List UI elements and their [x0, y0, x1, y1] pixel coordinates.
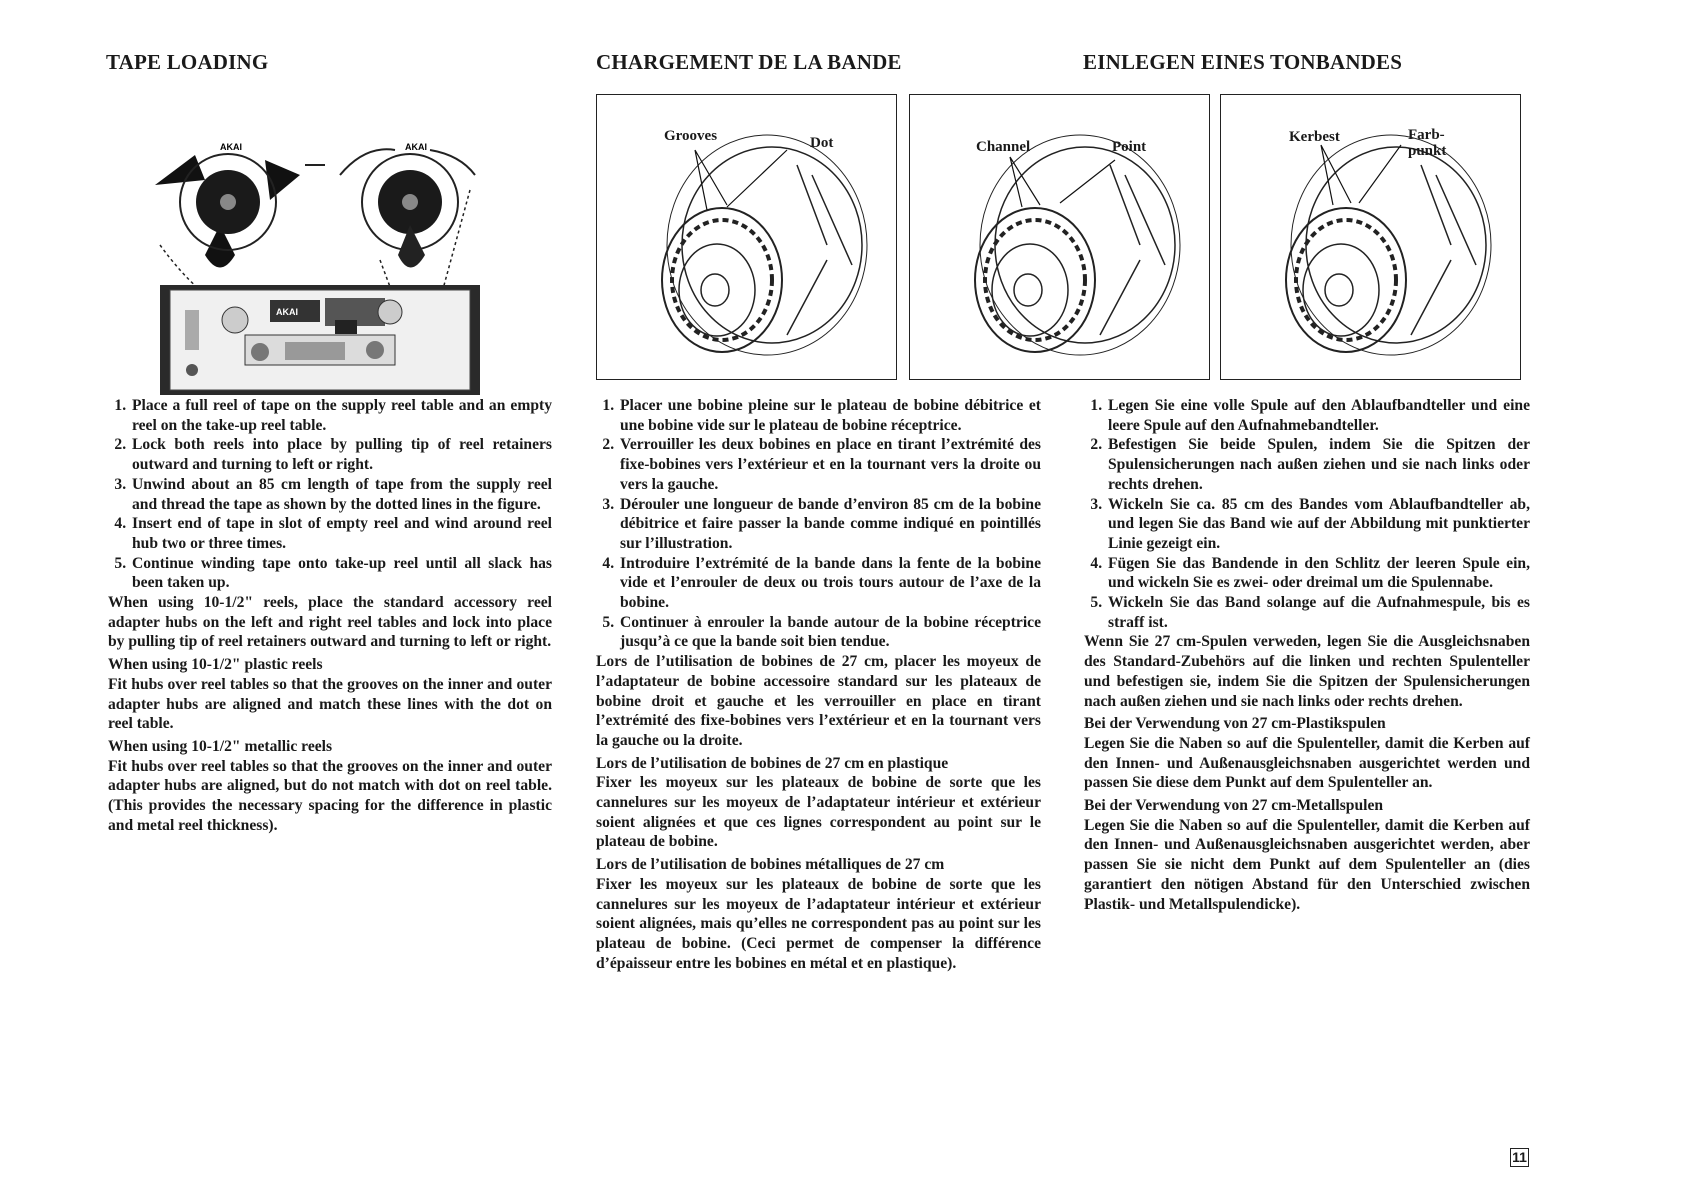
step-item: 1. Placer une bobine pleine sur le plateau de bobine débitrice et une bobine vide sur le plateau de bobine réceptrice.: [618, 396, 1041, 435]
supply-reel: [155, 154, 300, 268]
figure-channel-point: [909, 94, 1210, 380]
subheading-plastic-reels: Lors de l’utilisation de bobines de 27 cm en plastique: [596, 754, 949, 772]
step-item: 1. Place a full reel of tape on the supply reel table and an empty reel on the take-up reel table.: [130, 396, 552, 435]
step-item: 4. Insert end of tape in slot of empty reel and wind around reel hub two or three times.: [130, 514, 552, 553]
step-item: 5. Wickeln Sie das Band solange auf die Aufnahmespule, bis es straff ist.: [1106, 593, 1530, 632]
subheading-plastic-reels: Bei der Verwendung von 27 cm-Plastikspulen: [1084, 715, 1386, 733]
paragraph-metallic-reels: Fixer les moyeux sur les plateaux de bobine de sorte que les cannelures sur les moyeux de l’adaptateur intérieur et extérieur soient alignées, mais qu’elles ne correspondent pas au point sur les plateau de bobine. (Ceci permet de compenser la différence d’épaisseur entre les bobines en métal et en plastique).: [596, 875, 1041, 972]
heading-english: TAPE LOADING: [106, 50, 269, 74]
paragraph-metallic-reels: Fit hubs over reel tables so that the grooves on the inner and outer adapter hubs are aligned, but do not match with dot on reel table. (This provides the necessary spacing for the difference in plastic and metal reel thickness).: [108, 757, 552, 834]
label-channel: Channel: [976, 139, 1031, 155]
german-steps-list: [1084, 396, 1530, 632]
heading-german: EINLEGEN EINES TONBANDES: [1083, 50, 1403, 74]
step-item: 4. Introduire l’extrémité de la bande dans la fente de la bobine vide et l’enrouler de deux ou trois tours autour de l’axe de la bobine.: [618, 554, 1041, 613]
label-kerbest: Kerbest: [1289, 129, 1340, 145]
paragraph-plastic-reels: Fixer les moyeux sur les plateaux de bobine de sorte que les cannelures sur les moyeux de l’adaptateur intérieur et extérieur soient alignées et que ces lignes correspondent au point sur le plateau de bobine.: [596, 774, 1041, 851]
figure-kerbest-farbpunkt: [1220, 94, 1521, 380]
panel-brand-label: AKAI: [276, 307, 298, 317]
step-item: 1. Legen Sie eine volle Spule auf den Ablaufbandteller und eine leere Spule auf den Aufnahmebandteller.: [1106, 396, 1530, 435]
brand-label-right: AKAI: [405, 142, 427, 152]
subheading-plastic-reels: When using 10-1/2" plastic reels: [108, 656, 323, 674]
paragraph-plastic-reels: Fit hubs over reel tables so that the grooves on the inner and outer adapter hubs are aligned and match these lines with the dot on reel table.: [108, 675, 552, 733]
french-text-column: [596, 396, 1041, 973]
label-farbpunkt: Farb- punkt: [1408, 127, 1447, 159]
figure-grooves-dot: [596, 94, 897, 380]
step-item: 3. Dérouler une longueur de bande d’environ 85 cm de la bobine débitrice et faire passer la bande comme indiqué en pointillés sur l’illustration.: [618, 495, 1041, 554]
step-item: 2. Befestigen Sie beide Spulen, indem Sie die Spitzen der Spulensicherungen nach außen ziehen und sie nach links oder rechts drehen.: [1106, 435, 1530, 494]
paragraph-plastic-reels: Legen Sie die Naben so auf die Spulenteller, damit die Kerben auf den Innen- und Außenausgleichsnaben ausgerichtet werden und passen Sie diese dem Punkt auf dem Spulenteller an.: [1084, 734, 1530, 792]
label-grooves: Grooves: [664, 128, 718, 144]
english-steps-list: [108, 396, 552, 593]
step-item: 5. Continue winding tape onto take-up reel until all slack has been taken up.: [130, 554, 552, 593]
take-up-reel: [340, 149, 475, 267]
step-item: 2. Lock both reels into place by pulling tip of reel retainers outward and turning to left or right.: [130, 435, 552, 474]
label-point: Point: [1112, 139, 1147, 155]
french-steps-list: [596, 396, 1041, 652]
page-number: 11: [1510, 1148, 1529, 1167]
paragraph-metallic-reels: Legen Sie die Naben so auf die Spulenteller, damit die Kerben auf den Innen- und Außenausgleichsnaben ausgerichtet werden, aber passen Sie sie nicht dem Punkt auf dem Spulenteller an (dies garantiert den nötigen Abstand für den Unterschied zwischen Plastik- und Metallspulendicke).: [1084, 816, 1530, 913]
subheading-metallic-reels: When using 10-1/2" metallic reels: [108, 737, 333, 755]
subheading-metallic-reels: Bei der Verwendung von 27 cm-Metallspulen: [1084, 797, 1384, 815]
german-text-column: [1084, 396, 1530, 914]
paragraph-reels: When using 10-1/2" reels, place the standard accessory reel adapter hubs on the left and right reel tables and lock into place by pulling tip of reel retainers outward and turning to left or right.: [108, 594, 552, 651]
english-text-column: [108, 396, 552, 835]
step-item: 3. Wickeln Sie ca. 85 cm des Bandes vom Ablaufbandteller ab, und legen Sie das Band wie auf der Abbildung mit punktierter Linie gezeigt ein.: [1106, 495, 1530, 554]
adapter-hub-drawing: [662, 135, 867, 355]
brand-label-left: AKAI: [220, 142, 242, 152]
label-dot: Dot: [810, 135, 834, 151]
step-item: 5. Continuer à enrouler la bande autour de la bobine réceptrice jusqu’à ce que la bande soit bien tendue.: [618, 613, 1041, 652]
heading-french: CHARGEMENT DE LA BANDE: [596, 50, 902, 74]
paragraph-reels: Lors de l’utilisation de bobines de 27 cm, placer les moyeux de l’adaptateur de bobine accessoire standard sur les plateaux de bobine droit et gauche et les verrouiller en place en tirant l’extrémité des fixe-bobines vers l’extérieur et en la tournant vers la gauche ou la droite.: [596, 653, 1041, 749]
step-item: 2. Verrouiller les deux bobines en place en tirant l’extrémité des fixe-bobines vers l’extérieur et en la tournant vers la droite ou vers la gauche.: [618, 435, 1041, 494]
tape-recorder-illustration: [140, 130, 485, 398]
step-item: 3. Unwind about an 85 cm length of tape from the supply reel and thread the tape as shown by the dotted lines in the figure.: [130, 475, 552, 514]
subheading-metallic-reels: Lors de l’utilisation de bobines métalliques de 27 cm: [596, 856, 945, 874]
paragraph-reels: Wenn Sie 27 cm-Spulen verweden, legen Sie die Ausgleichsnaben des Standard-Zubehörs auf die linken und rechten Spulenteller und befestigen sie, indem Sie die Spitzen der Spulensicherungen nach außen ziehen und sie nach links oder rechts drehen.: [1084, 633, 1530, 710]
step-item: 4. Fügen Sie das Bandende in den Schlitz der leeren Spule ein, und wickeln Sie es zwei- oder dreimal um die Spulennabe.: [1106, 554, 1530, 593]
